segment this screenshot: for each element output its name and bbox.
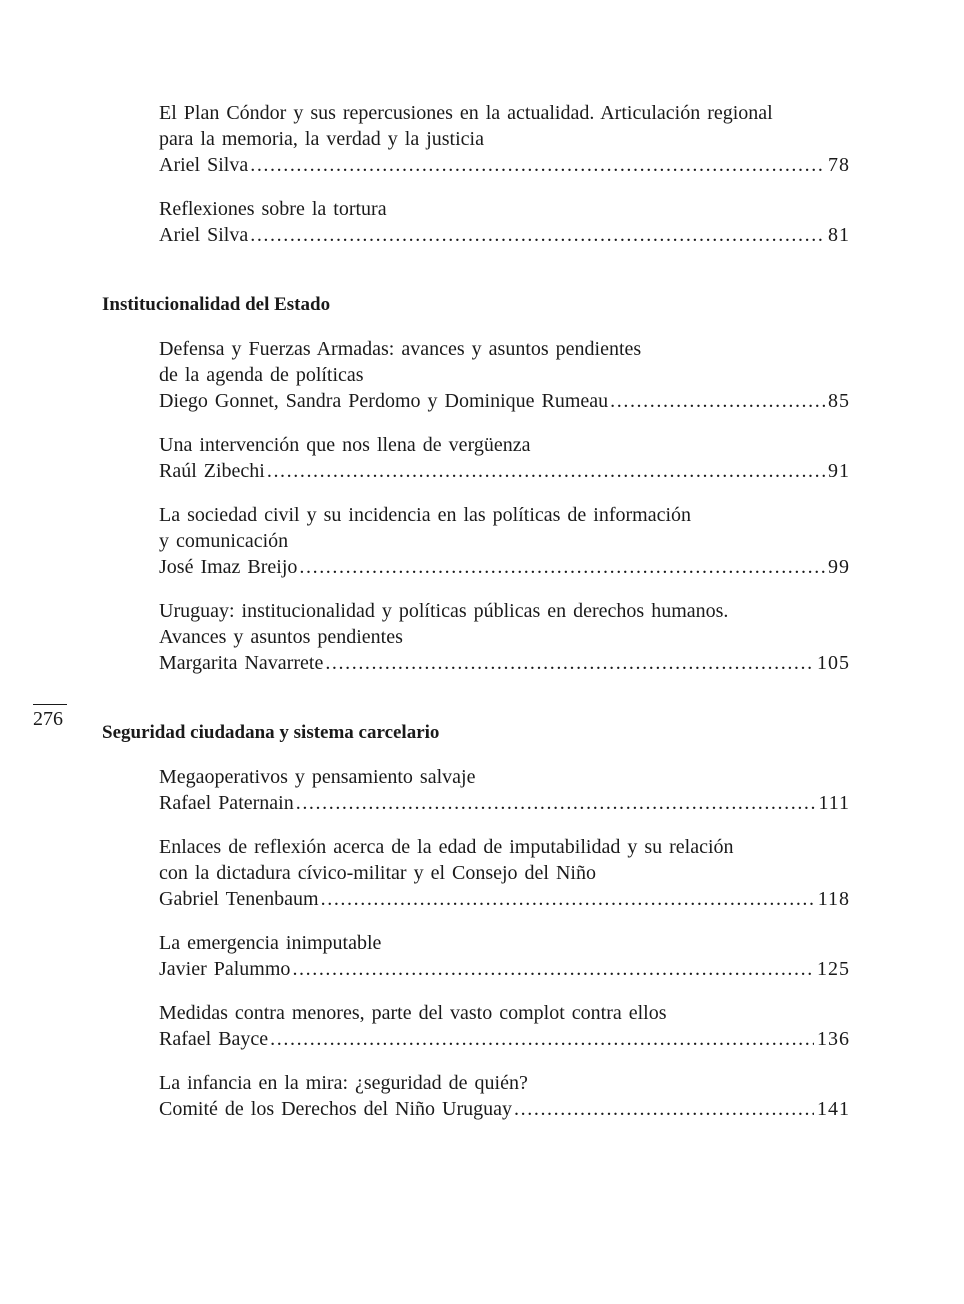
entry-title-line: Enlaces de reflexión acerca de la edad de imputabilidad y su relación xyxy=(159,836,734,858)
toc-entry[interactable] xyxy=(159,1000,850,1052)
toc-entry[interactable] xyxy=(159,930,850,982)
entry-title-line: para la memoria, la verdad y la justicia xyxy=(159,128,484,150)
entry-title-line: Medidas contra menores, parte del vasto complot contra ellos xyxy=(159,1002,667,1024)
entry-author-line xyxy=(159,222,850,248)
entry-author: Rafael Bayce xyxy=(159,1028,269,1050)
entry-author-line xyxy=(159,790,850,816)
entry-page-number: 125 xyxy=(817,958,850,980)
entry-page-number: 118 xyxy=(817,888,850,910)
entry-title-line: Uruguay: institucionalidad y políticas públicas en derechos humanos. xyxy=(159,600,729,622)
entry-author-line xyxy=(159,458,850,484)
entry-page-number: 81 xyxy=(828,224,850,246)
entry-author-line xyxy=(159,956,850,982)
dot-leader xyxy=(321,886,815,912)
entry-title-line: Una intervención que nos llena de vergüenza xyxy=(159,434,531,456)
dot-leader xyxy=(514,1096,814,1122)
entry-author-line xyxy=(159,650,850,676)
entry-author-line xyxy=(159,1026,850,1052)
entry-page-number: 99 xyxy=(828,556,850,578)
entry-title-line: La emergencia inimputable xyxy=(159,932,382,954)
entry-title-line: y comunicación xyxy=(159,530,289,552)
section-heading: Institucionalidad del Estado xyxy=(102,294,331,315)
dot-leader xyxy=(267,458,825,484)
entry-title-line: La sociedad civil y su incidencia en las políticas de información xyxy=(159,504,692,526)
entry-author-line xyxy=(159,388,850,414)
dot-leader xyxy=(610,388,825,414)
dot-leader xyxy=(299,554,825,580)
entry-title-line: El Plan Cóndor y sus repercusiones en la actualidad. Articulación regional xyxy=(159,102,773,124)
toc-entry[interactable] xyxy=(159,764,850,816)
toc-entry[interactable] xyxy=(159,502,850,580)
entry-author: Diego Gonnet, Sandra Perdomo y Dominique Rumeau xyxy=(159,390,609,412)
entry-author: Ariel Silva xyxy=(159,224,249,246)
dot-leader xyxy=(292,956,814,982)
toc-entry[interactable] xyxy=(159,598,850,676)
entry-page-number: 78 xyxy=(828,154,850,176)
page-number: 276 xyxy=(33,708,63,730)
entry-author: Comité de los Derechos del Niño Uruguay xyxy=(159,1098,513,1120)
entry-title-line: de la agenda de políticas xyxy=(159,364,364,386)
entry-author: Rafael Paternain xyxy=(159,792,294,814)
dot-leader xyxy=(250,222,825,248)
entry-author: Javier Palummo xyxy=(159,958,291,980)
entry-title-line: Megaoperativos y pensamiento salvaje xyxy=(159,766,476,788)
toc-entry[interactable] xyxy=(159,196,850,248)
entry-title-line: Defensa y Fuerzas Armadas: avances y asuntos pendientes xyxy=(159,338,642,360)
entry-page-number: 111 xyxy=(818,792,850,814)
entry-title-line: Reflexiones sobre la tortura xyxy=(159,198,387,220)
entry-author: José Imaz Breijo xyxy=(159,556,298,578)
entry-page-number: 91 xyxy=(828,460,850,482)
toc-entry[interactable] xyxy=(159,1070,850,1122)
entry-author-line xyxy=(159,554,850,580)
dot-leader xyxy=(296,790,816,816)
entry-author-line xyxy=(159,152,850,178)
entry-author: Ariel Silva xyxy=(159,154,249,176)
entry-page-number: 141 xyxy=(817,1098,850,1120)
entry-author: Gabriel Tenenbaum xyxy=(159,888,319,910)
entry-author-line xyxy=(159,1096,850,1122)
entry-page-number: 105 xyxy=(817,652,850,674)
entry-author: Margarita Navarrete xyxy=(159,652,324,674)
entry-author-line xyxy=(159,886,850,912)
entry-page-number: 136 xyxy=(817,1028,850,1050)
entry-title-line: La infancia en la mira: ¿seguridad de quién? xyxy=(159,1072,528,1094)
entry-title-line: con la dictadura cívico-militar y el Consejo del Niño xyxy=(159,862,596,884)
dot-leader xyxy=(250,152,825,178)
dot-leader xyxy=(325,650,814,676)
toc-entry[interactable] xyxy=(159,432,850,484)
page-number-rule xyxy=(33,704,67,705)
entry-title-line: Avances y asuntos pendientes xyxy=(159,626,403,648)
entry-page-number: 85 xyxy=(828,390,850,412)
dot-leader xyxy=(270,1026,814,1052)
toc-entry[interactable] xyxy=(159,336,850,414)
toc-entry[interactable] xyxy=(159,100,850,178)
entry-author: Raúl Zibechi xyxy=(159,460,265,482)
section-heading: Seguridad ciudadana y sistema carcelario xyxy=(102,722,440,743)
toc-entry[interactable] xyxy=(159,834,850,912)
